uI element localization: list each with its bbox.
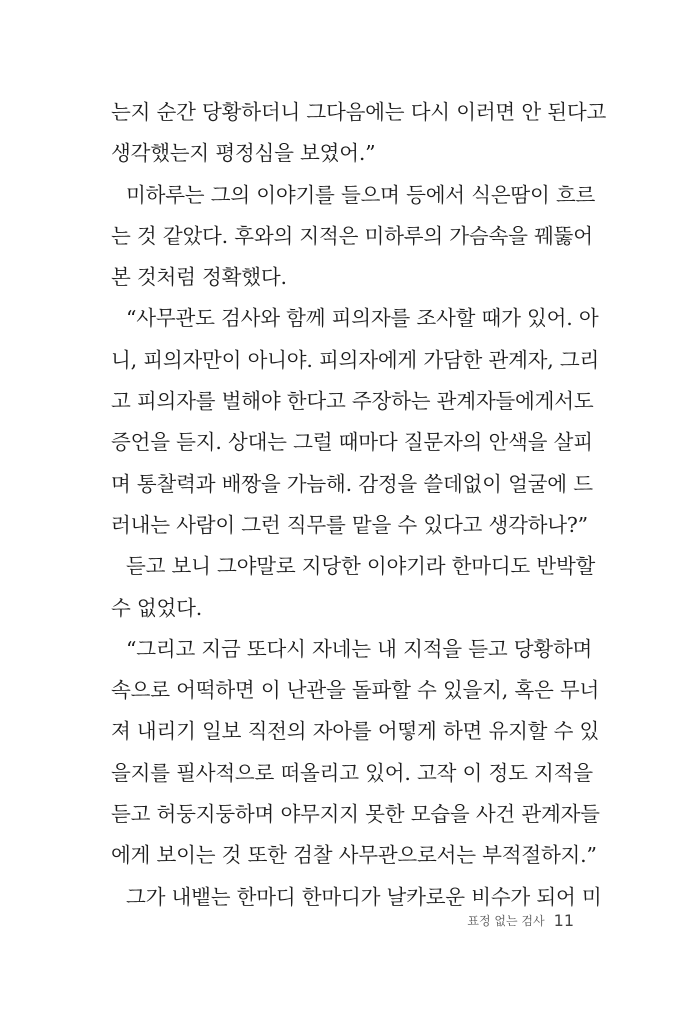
text-line: 니, 피의자만이 아니야. 피의자에게 가담한 관계자, 그리 <box>111 347 600 372</box>
page-number: 11 <box>553 911 574 930</box>
text-line: 듣고 허둥지둥하며 야무지지 못한 모습을 사건 관계자들 <box>111 802 600 827</box>
text-line: 고 피의자를 벌해야 한다고 주장하는 관계자들에게서도 <box>111 389 594 414</box>
text-line: “그리고 지금 또다시 자네는 내 지적을 듣고 당황하며 <box>126 636 593 661</box>
text-line: “사무관도 검사와 함께 피의자를 조사할 때가 있어. 아 <box>126 306 599 331</box>
text-line: 속으로 어떡하면 이 난관을 돌파할 수 있을지, 혹은 무너 <box>111 678 600 703</box>
text-line: 본 것처럼 정확했다. <box>111 265 287 290</box>
text-line: 러내는 사람이 그런 직무를 맡을 수 있다고 생각하나?” <box>111 512 588 537</box>
text-line: 을지를 필사적으로 떠올리고 있어. 고작 이 정도 지적을 <box>111 760 593 785</box>
text-line: 며 통찰력과 배짱을 가늠해. 감정을 쓸데없이 얼굴에 드 <box>111 471 593 496</box>
text-line: 는지 순간 당황하더니 그다음에는 다시 이러면 안 된다고 <box>111 100 607 124</box>
text-line: 는 것 같았다. 후와의 지적은 미하루의 가슴속을 꿰뚫어 <box>111 223 593 248</box>
text-line: 수 없었다. <box>111 595 203 620</box>
text-line: 증언을 듣지. 상대는 그럴 때마다 질문자의 안색을 살피 <box>111 430 593 455</box>
body-text <box>111 92 607 918</box>
text-line: 생각했는지 평정심을 보였어.” <box>111 141 376 166</box>
text-line: 미하루는 그의 이야기를 들으며 등에서 식은땀이 흐르 <box>126 182 596 207</box>
text-line: 그가 내뱉는 한마디 한마디가 날카로운 비수가 되어 미 <box>126 884 602 909</box>
page-footer <box>467 910 574 930</box>
text-line: 에게 보이는 것 또한 검찰 사무관으로서는 부적절하지.” <box>111 843 597 868</box>
text-line: 져 내리기 일보 직전의 자아를 어떻게 하면 유지할 수 있 <box>111 719 600 744</box>
running-title: 표정 없는 검사 <box>467 914 545 928</box>
text-line: 듣고 보니 그야말로 지당한 이야기라 한마디도 반박할 <box>126 554 596 579</box>
